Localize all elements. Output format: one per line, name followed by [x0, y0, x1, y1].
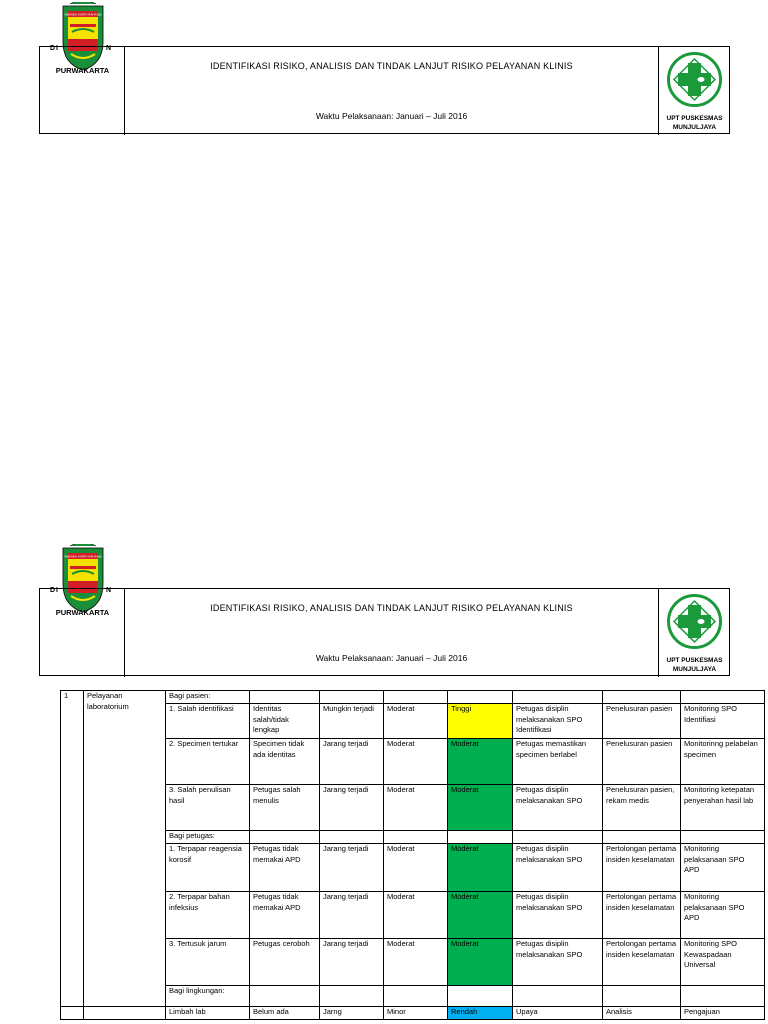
table-row [61, 1007, 765, 1020]
header-left-cell [40, 589, 125, 677]
dinas-label-right: N [106, 45, 112, 52]
level-cell: Moderat [448, 939, 513, 986]
level-cell: Rendah [448, 1007, 513, 1020]
monitoring-cell: Monitoring pelaksanaan SPO APD [681, 892, 765, 939]
layanan-cell: Pelayanan laboratorium [84, 691, 166, 1007]
kemungkinan-cell: Jarang terjadi [320, 892, 384, 939]
tindakan-cell: Pertolongan pertama insiden keselamatan [603, 892, 681, 939]
upt-line-2: MUNJULJAYA [672, 124, 717, 131]
table-row [61, 739, 765, 785]
level-cell: Moderat [448, 785, 513, 831]
pencegahan-cell: Petugas disiplin melaksanakan SPO Identifikasi [513, 704, 603, 739]
dinas-label-left: DI [50, 587, 59, 594]
dampak-cell: Moderat [384, 785, 448, 831]
tindakan-cell: Penelusuran pasien [603, 704, 681, 739]
document-title: IDENTIFIKASI RISIKO, ANALISIS DAN TINDAK LANJUT RISIKO PELAYANAN KLINIS [210, 61, 573, 71]
risiko-cell: 2. Specimen tertukar [166, 739, 250, 785]
monitoring-cell: Monitoring SPO Identifiasi [681, 704, 765, 739]
document-header-top [39, 12, 730, 136]
kemungkinan-cell: Jarang terjadi [320, 785, 384, 831]
dinas-label-right: N [106, 587, 112, 594]
dampak-cell: Minor [384, 1007, 448, 1020]
risk-table [60, 690, 765, 1020]
pencegahan-cell: Petugas disiplin melaksanakan SPO [513, 785, 603, 831]
kemungkinan-cell: Jarang terjadi [320, 939, 384, 986]
table-row [61, 844, 765, 892]
waktu-pelaksanaan: Waktu Pelaksanaan: Januari – Juli 2016 [315, 653, 468, 663]
group-label-pasien: Bagi pasien: [166, 691, 250, 704]
upt-label [659, 114, 730, 132]
waktu-pelaksanaan: Waktu Pelaksanaan: Januari – Juli 2016 [315, 111, 468, 121]
kemungkinan-cell: Jarng [320, 1007, 384, 1020]
penyebab-cell: Belum ada [250, 1007, 320, 1020]
risiko-cell: 1. Salah identifikasi [166, 704, 250, 739]
upt-label [659, 656, 730, 674]
puskesmas-logo-icon [666, 593, 723, 650]
risiko-cell: Limbah lab [166, 1007, 250, 1020]
pencegahan-cell: Petugas disiplin melaksanakan SPO [513, 892, 603, 939]
pencegahan-cell: Petugas disiplin melaksanakan SPO [513, 939, 603, 986]
upt-line-1: UPT PUSKESMAS [666, 657, 723, 664]
monitoring-cell: Monitorinng pelabelan specimen [681, 739, 765, 785]
penyebab-cell: Identitas salah/tidak lengkap [250, 704, 320, 739]
dampak-cell: Moderat [384, 739, 448, 785]
kemungkinan-cell: Jarang terjadi [320, 844, 384, 892]
table-row [61, 939, 765, 986]
dampak-cell: Moderat [384, 892, 448, 939]
monitoring-cell: Pengajuan [681, 1007, 765, 1020]
dinas-label-left: DI [50, 45, 59, 52]
table-row [61, 785, 765, 831]
kemungkinan-cell: Mungkin terjadi [320, 704, 384, 739]
risiko-cell: 3. Tertusuk jarum [166, 939, 250, 986]
level-cell: Moderat [448, 844, 513, 892]
header-table [39, 588, 730, 676]
tindakan-cell: Penelusuran pasien [603, 739, 681, 785]
penyebab-cell: Petugas ceroboh [250, 939, 320, 986]
group-label-petugas: Bagi petugas: [166, 831, 250, 844]
puskesmas-logo-icon [666, 51, 723, 108]
tindakan-cell: Analisis [603, 1007, 681, 1020]
header-right-cell [658, 47, 729, 135]
pencegahan-cell: Petugas disiplin melaksanakan SPO [513, 844, 603, 892]
table-row [61, 892, 765, 939]
tindakan-cell: Pertolongan pertama insiden keselamatan [603, 844, 681, 892]
row-number: 1 [61, 691, 84, 1007]
upt-line-1: UPT PUSKESMAS [666, 115, 723, 122]
monitoring-cell: Monitoring ketepatan penyerahan hasil lab [681, 785, 765, 831]
dampak-cell: Moderat [384, 844, 448, 892]
table-row [61, 691, 765, 704]
monitoring-cell: Monitoring SPO Kewaspadaan Universal [681, 939, 765, 986]
tindakan-cell: Penelusuran pasien, rekam medis [603, 785, 681, 831]
penyebab-cell: Petugas salah menulis [250, 785, 320, 831]
pencegahan-cell: Petugas memastikan specimen berlabel [513, 739, 603, 785]
tindakan-cell: Pertolongan pertama insiden keselamatan [603, 939, 681, 986]
pencegahan-cell: Upaya [513, 1007, 603, 1020]
level-cell: Moderat [448, 892, 513, 939]
emblem-text: WIBAWA KARTA RAHARJA [64, 12, 102, 17]
kabupaten-label: PURWAKARTA [55, 66, 110, 75]
kemungkinan-cell: Jarang terjadi [320, 739, 384, 785]
kabupaten-label: PURWAKARTA [55, 608, 110, 617]
header-right-cell [658, 589, 729, 677]
group-label-lingkungan: Bagi lingkungan: [166, 986, 250, 1007]
table-row [61, 704, 765, 739]
document-header-page2 [39, 554, 730, 678]
penyebab-cell: Petugas tidak memakai APD [250, 892, 320, 939]
table-row [61, 986, 765, 1007]
dampak-cell: Moderat [384, 704, 448, 739]
header-left-cell [40, 47, 125, 135]
emblem-text: WIBAWA KARTA RAHARJA [64, 554, 102, 559]
upt-line-2: MUNJULJAYA [672, 666, 717, 673]
risiko-cell: 3. Salah penulisan hasil [166, 785, 250, 831]
dampak-cell: Moderat [384, 939, 448, 986]
level-cell: Moderat [448, 739, 513, 785]
penyebab-cell: Specimen tidak ada identitas [250, 739, 320, 785]
monitoring-cell: Monitoring pelaksanaan SPO APD [681, 844, 765, 892]
level-cell: Tinggi [448, 704, 513, 739]
header-table [39, 46, 730, 134]
penyebab-cell: Petugas tidak memakai APD [250, 844, 320, 892]
risiko-cell: 1. Terpapar reagensia korosif [166, 844, 250, 892]
table-row [61, 831, 765, 844]
document-title: IDENTIFIKASI RISIKO, ANALISIS DAN TINDAK LANJUT RISIKO PELAYANAN KLINIS [210, 603, 573, 613]
risiko-cell: 2. Terpapar bahan infeksius [166, 892, 250, 939]
